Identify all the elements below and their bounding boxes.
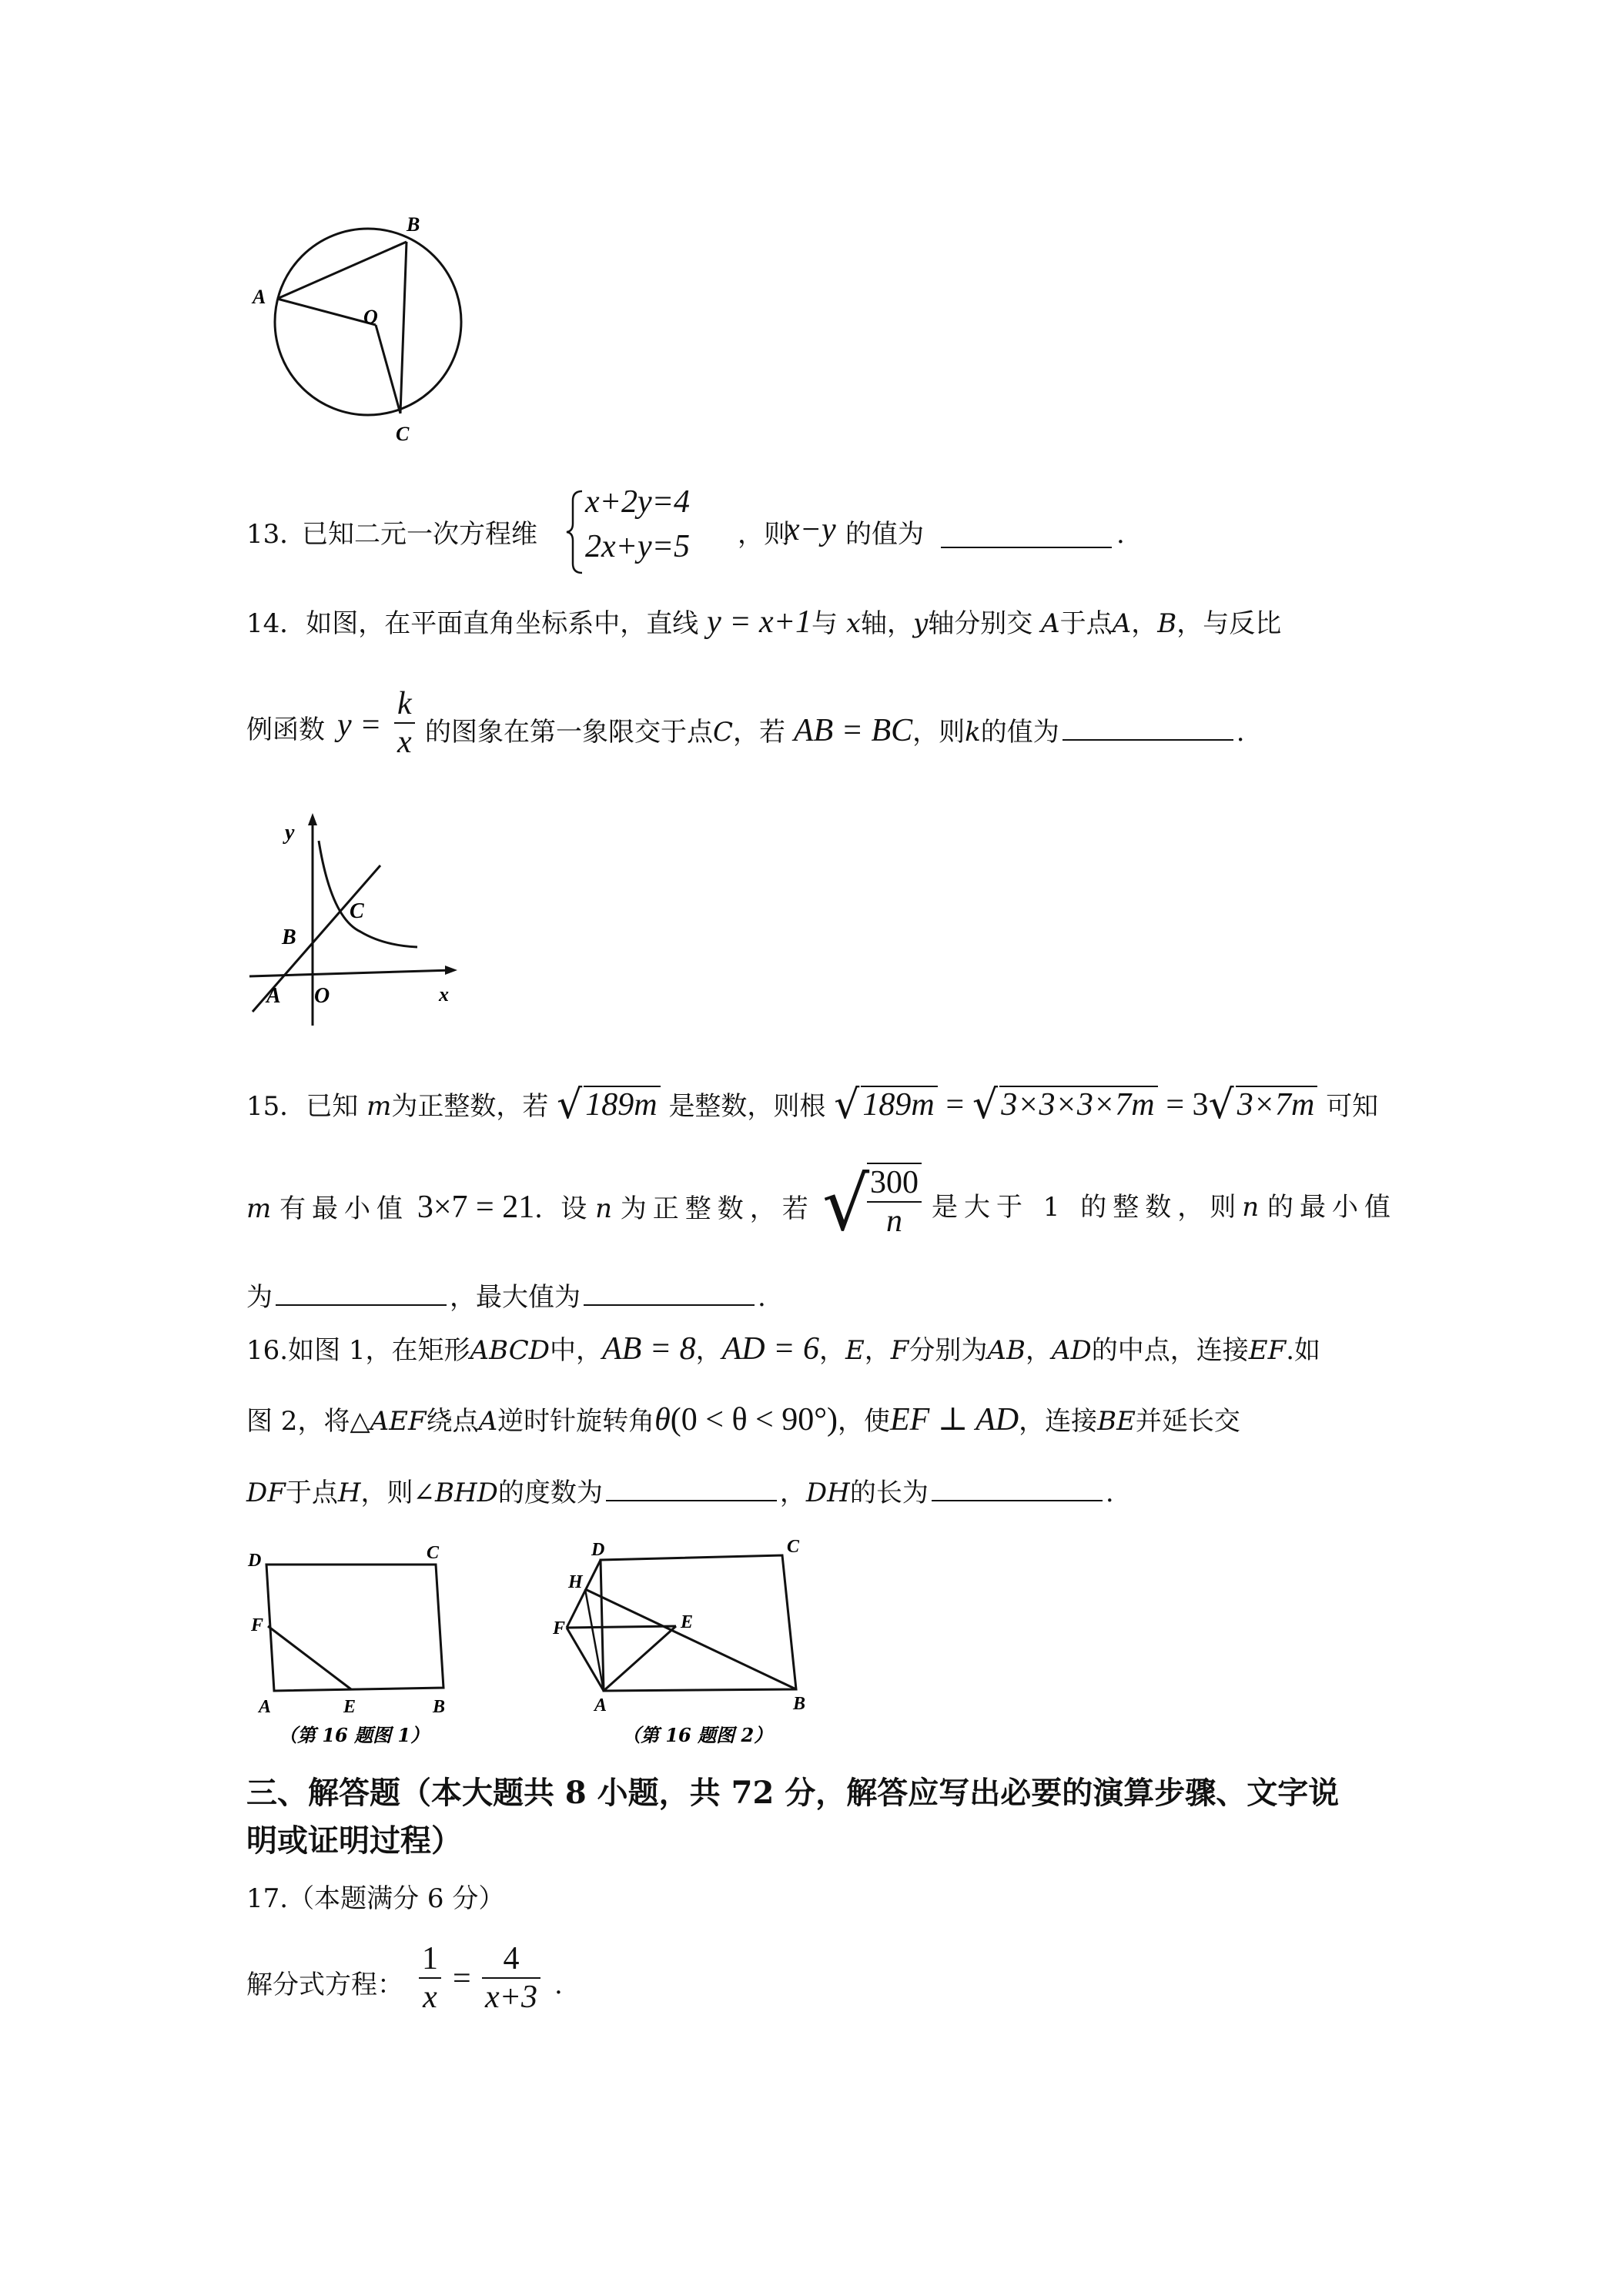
chord-bc (400, 242, 407, 413)
q14-func-lhs: y = (337, 708, 382, 743)
q16-text-1: 如图 1，在矩形 (288, 1335, 470, 1366)
q15-text-d: 可知 (1326, 1091, 1379, 1122)
q16-ab2: AB (987, 1335, 1026, 1366)
label-d: D (591, 1540, 605, 1560)
q16-text-2f: 并延长交 (1135, 1406, 1240, 1437)
q14-k: k (965, 717, 981, 748)
q14-text: 如图，在平面直角坐标系中，直线 (306, 608, 699, 639)
q15-n: n (595, 1193, 612, 1224)
q14-func-fraction (394, 685, 415, 761)
section-3-heading-line2: 明或证明过程） (246, 1822, 462, 1859)
chord-ab (277, 242, 407, 299)
q16-ab: AB = 8 (601, 1331, 696, 1367)
q14-condition: AB = BC (793, 713, 913, 748)
q16-end: . (1105, 1478, 1114, 1508)
question-17-header: 17.（本题满分 6 分） (246, 1883, 505, 1914)
label-c: C (350, 899, 364, 923)
q15-text-2e: 的最小值 (1267, 1192, 1397, 1223)
q15-end: . (758, 1282, 766, 1313)
sqrt-icon: √ (834, 1082, 860, 1128)
label-b: B (433, 1697, 446, 1717)
q14-point-a: A (1041, 608, 1060, 639)
q17-lhs-numerator: 1 (422, 1941, 438, 1976)
label-c: C (427, 1543, 440, 1563)
q15-text-3b: ，最大值为 (450, 1282, 581, 1313)
rectangle-abcd (601, 1555, 796, 1691)
q13-eq2: 2x+y=5 (585, 529, 690, 564)
q14-text-2e: 的值为 (980, 717, 1059, 748)
q14-text-e: 于点 (1059, 608, 1113, 639)
q15-text-2c: 为正整数，若 (620, 1193, 815, 1224)
segment-oc (376, 325, 400, 413)
q16-text-2d: ，使 (838, 1406, 891, 1437)
label-x: x (439, 983, 449, 1006)
q14-yaxis: y (913, 608, 929, 639)
figure-q16-2 (553, 1532, 822, 1763)
segment-ef (268, 1626, 351, 1689)
q16-text-3a: 于点 (285, 1478, 338, 1508)
label-d: D (248, 1551, 262, 1571)
q16-aef: AEF (370, 1406, 427, 1437)
q15-equals-3: = 3 (1166, 1087, 1209, 1123)
question-16-line2 (246, 1403, 1240, 1438)
label-f: F (553, 1618, 566, 1638)
q14-xaxis: x (845, 608, 862, 639)
q16-f: F (890, 1335, 909, 1366)
q16-text-1h: .如 (1286, 1335, 1320, 1366)
figure-q16-1 (245, 1540, 476, 1755)
label-b: B (282, 925, 296, 949)
q15-text-b: 为正整数，若 (391, 1091, 549, 1122)
segment-ao (277, 299, 376, 325)
label-o: O (363, 306, 378, 328)
q16-text-1e: 分别为 (909, 1335, 988, 1366)
sqrt-icon: √ (822, 1161, 870, 1247)
sqrt-icon: √ (972, 1082, 999, 1128)
q14-text-2c: ，若 (733, 717, 786, 748)
q13-eq1: x+2y=4 (585, 484, 690, 520)
figure-q12-circle (246, 208, 477, 447)
label-a: A (594, 1695, 607, 1715)
q16-text-2e: ，连接 (1019, 1406, 1098, 1437)
q14-point-a2: A (1112, 608, 1132, 639)
q16-text-1c: ， (818, 1335, 845, 1366)
label-a: A (259, 1697, 272, 1717)
q16-h: H (337, 1478, 361, 1508)
q14-text-f: ，与反比 (1176, 608, 1282, 639)
sqrt-icon: √ (1208, 1082, 1234, 1128)
q15-text-3a: 为 (246, 1282, 273, 1313)
q16-text-1g: 的中点，连接 (1091, 1335, 1249, 1366)
q17-end: . (554, 1970, 563, 2000)
question-15-line3 (246, 1278, 766, 1314)
x-axis (249, 970, 453, 976)
q15-m2: m (246, 1193, 272, 1224)
q16-dh: DH (805, 1478, 850, 1508)
q16-text-3b: ，则∠ (360, 1478, 436, 1508)
q16-text-1b: 中， (549, 1335, 602, 1366)
q14-comma: ， (1131, 608, 1158, 639)
q16-text-3c: 的度数为 (497, 1478, 603, 1508)
q15-n2: n (1242, 1192, 1260, 1223)
q16-theta: θ (654, 1402, 671, 1438)
q16-text-2b: 绕点 (426, 1406, 479, 1437)
segment-fe (567, 1626, 676, 1628)
q15-text-2b: ．设 (534, 1193, 587, 1224)
hyperbola (319, 841, 417, 947)
label-a: A (253, 286, 266, 308)
q17-rhs-fraction (482, 1940, 540, 2016)
q15-equals: = (945, 1087, 965, 1123)
q13-expr: x−y (785, 512, 836, 547)
label-b: B (793, 1694, 806, 1714)
label-e: E (343, 1697, 356, 1717)
q16-bhd: BHD (435, 1478, 498, 1508)
q16-range: (0 < θ < 90°) (670, 1402, 838, 1438)
q17-rhs-numerator: 4 (503, 1941, 520, 1976)
q15-fraction-denominator: n (867, 1201, 922, 1240)
label-f: F (251, 1615, 264, 1635)
label-y: y (285, 821, 295, 845)
q16-sep: ， (695, 1335, 722, 1366)
q16-text-3d: ， (779, 1478, 806, 1508)
q14-answer-blank[interactable] (1062, 713, 1233, 741)
q16-text-2c: 逆时针旋转角 (497, 1406, 655, 1437)
q15-text-2d: 是大于 1 的整数，则 (932, 1192, 1243, 1223)
q14-text-b: 与 (812, 608, 838, 639)
label-c: C (787, 1537, 800, 1557)
q15-max-blank[interactable] (584, 1278, 755, 1306)
rectangle-abcd (266, 1565, 443, 1691)
question-14-line1 (246, 605, 1281, 641)
q14-func-numerator: k (397, 686, 412, 721)
q14-number: 14． (246, 608, 306, 639)
q14-text-2d: ，则 (912, 717, 965, 748)
q14-text-c: 轴， (861, 608, 914, 639)
q13-number: 13． (246, 519, 306, 550)
q15-text-c: 是整数，则根 (668, 1091, 826, 1122)
q14-text-2a: 例函数 (246, 715, 325, 745)
q14-point-b: B (1157, 608, 1177, 639)
q16-ef: EF (1248, 1335, 1287, 1366)
q16-number: 16. (246, 1335, 289, 1366)
q13-text-mid: ，则 (738, 519, 790, 550)
q15-fraction (867, 1163, 922, 1240)
label-b: B (407, 213, 420, 236)
q16-ad: AD = 6 (721, 1331, 819, 1367)
question-16-line1 (246, 1332, 1320, 1367)
caption: （第 16 题图 1） (279, 1724, 430, 1746)
q15-min-value: 3×7 = 21 (417, 1190, 535, 1225)
label-o: O (314, 984, 330, 1008)
label-c: C (396, 423, 410, 445)
q14-text-d: 轴分别交 (928, 608, 1033, 639)
q14-text-2b: 的图象在第一象限交于点 (425, 717, 713, 748)
caption: （第 16 题图 2） (622, 1724, 773, 1746)
q15-number: 15． (246, 1091, 306, 1122)
q16-be: BE (1097, 1406, 1136, 1437)
q15-text-2a: 有最小值 (279, 1193, 410, 1224)
q15-m: m (366, 1091, 392, 1122)
q13-text-before: 已知二元一次方程维 (302, 519, 537, 550)
q15-fraction-numerator: 300 (870, 1165, 919, 1200)
q17-rhs-denominator: x+3 (482, 1977, 540, 2016)
q16-ad2: AD (1051, 1335, 1092, 1366)
q16-text-2a: 图 2，将△ (246, 1406, 370, 1437)
segment-bh (585, 1589, 796, 1689)
q13-text-after: 的值为 (845, 519, 924, 550)
q13-end: . (1116, 519, 1125, 550)
q16-length-blank[interactable] (932, 1474, 1103, 1501)
section-3-heading-line1: 三、解答题（本大题共 8 小题，共 72 分，解答应写出必要的演算步骤、文字说 (246, 1775, 1340, 1811)
question-16-line3 (246, 1474, 1114, 1510)
segment-ea (604, 1626, 676, 1691)
q16-df: DF (246, 1478, 286, 1508)
q15-sqrt3: 3×3×3×7m (999, 1086, 1157, 1123)
q15-sqrt2: 189m (861, 1086, 937, 1123)
q16-text-3e: 的长为 (849, 1478, 929, 1508)
q17-equals: = (453, 1961, 471, 1996)
figure-q14-graph (245, 810, 468, 1033)
q16-text-1d: ， (864, 1335, 891, 1366)
q15-sqrt1: 189m (584, 1086, 660, 1123)
question-15-line1 (246, 1082, 1379, 1128)
q15-min-blank[interactable] (276, 1278, 447, 1306)
q17-text: 解分式方程： (246, 1970, 403, 2000)
q14-func-denominator: x (394, 722, 415, 761)
q16-e: E (845, 1335, 865, 1366)
q15-text-a: 已知 (306, 1091, 359, 1122)
q14-point-c: C (713, 717, 734, 748)
label-e: E (681, 1612, 694, 1632)
q14-end: . (1236, 717, 1245, 748)
q17-lhs-denominator: x (419, 1977, 441, 2016)
q16-angle-blank[interactable] (606, 1474, 777, 1501)
label-h: H (568, 1572, 583, 1592)
q17-lhs-fraction (419, 1940, 441, 2016)
label-a: A (266, 984, 281, 1008)
q16-rect: ABCD (470, 1335, 550, 1366)
q14-line-equation: y = x+1 (707, 604, 812, 640)
q15-sqrt4: 3×7m (1236, 1086, 1318, 1123)
q13-brace (565, 490, 584, 574)
q16-text-1f: ， (1025, 1335, 1052, 1366)
q16-perp: EF ⊥ AD (890, 1402, 1019, 1438)
q16-point-a: A (478, 1406, 498, 1437)
q13-answer-blank[interactable] (941, 520, 1112, 548)
sqrt-icon: √ (557, 1082, 583, 1128)
